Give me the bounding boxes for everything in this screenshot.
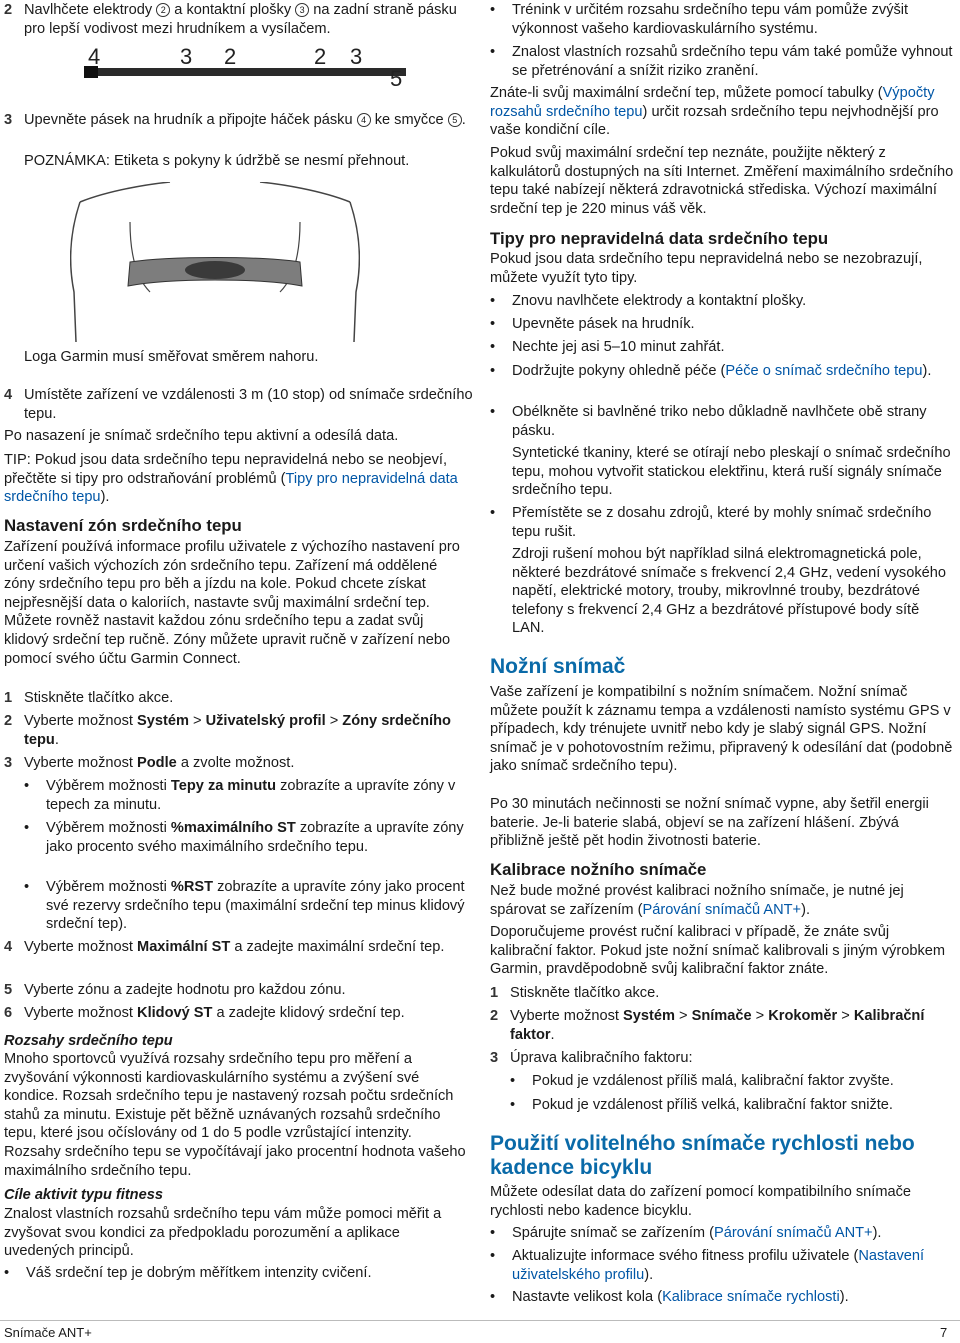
callout-4: 4 bbox=[357, 113, 371, 127]
foot-pod-paragraph-1: Vaše zařízení je kompatibilní s nožním snímačem. Nožní snímač můžete použít k záznamu tempa a vzdálenosti namísto systému GPS v případech, kdy trénujete uvnitř nebo kdy je slabý signál GPS. Nožní snímač je v pohotovostním režimu, připravený k odesílání dat (podobně jako snímač srdečního tepu). bbox=[490, 684, 953, 775]
fitness-heading: Cíle aktivit typu fitness bbox=[4, 1187, 163, 1203]
bike-step-1: • Spárujte snímač se zařízením (Párování snímačů ANT+). bbox=[490, 1225, 882, 1241]
step-text: Stiskněte tlačítko akce. bbox=[24, 690, 174, 706]
fitness-bullet: • Váš srdeční tep je dobrým měřítkem intenzity cvičení. bbox=[4, 1265, 372, 1281]
zones-step-3 bbox=[4, 754, 474, 773]
tip-2: • Upevněte pásek na hrudník. bbox=[490, 316, 695, 332]
strap-label-5: 5 bbox=[390, 66, 403, 91]
bullet: • bbox=[24, 879, 30, 895]
tips-heading: Tipy pro nepravidelná data srdečního tepu bbox=[490, 229, 829, 248]
hr-calc-link[interactable]: Výpočty rozsahů srdečního tepu bbox=[490, 85, 935, 120]
care-note: POZNÁMKA: Etiketa s pokyny k údržbě se nesmí přehnout. bbox=[24, 153, 410, 169]
step-number: 4 bbox=[4, 387, 13, 403]
ranges-bullet-1: • Trénink v určitém rozsahu srdečního tepu vám pomůže zvýšit výkonnost vašeho kardiovaskulárního systému. bbox=[490, 2, 909, 37]
strap-label-2b: 2 bbox=[314, 44, 327, 69]
callout-2: 2 bbox=[156, 3, 170, 17]
tip-3: • Nechte jej asi 5–10 minut zahřát. bbox=[490, 339, 725, 355]
callout-5: 5 bbox=[448, 113, 462, 127]
bike-sensor-paragraph: Můžete odesílat data do zařízení pomocí kompatibilního snímače rychlosti nebo kadence bicyklu. bbox=[490, 1184, 912, 1219]
strap-step-3 bbox=[4, 111, 474, 130]
zones-bullet-bpm: • Výběrem možnosti Tepy za minutu zobrazíte a upravíte zóny v tepech za minutu. bbox=[24, 778, 456, 813]
bullet: • bbox=[4, 1265, 10, 1281]
callout-3: 3 bbox=[295, 3, 309, 17]
footer-section: Snímače ANT+ bbox=[4, 1325, 92, 1340]
calibration-paragraph-1: Než bude možné provést kalibraci nožního snímače, je nutné jej spárovat se zařízením (Párování snímačů ANT+). bbox=[490, 883, 904, 918]
step-number: 2 bbox=[4, 713, 13, 729]
step-text: Vyberte možnost Systém > Uživatelský profil > Zóny srdečního tepu. bbox=[24, 713, 451, 748]
step-text: Umístěte zařízení ve vzdálenosti 3 m (10 stop) od snímače srdečního tepu. bbox=[24, 387, 473, 422]
zones-heading: Nastavení zón srdečního tepu bbox=[4, 516, 242, 535]
step-number: 1 bbox=[4, 690, 13, 706]
fitness-paragraph: Znalost vlastních rozsahů srdečního tepu vám může pomoci měřit a zvyšovat svou kondici za předpokladu porozumění a aplikace uvedených principů. bbox=[4, 1206, 442, 1260]
bike-step-3: • Nastavte velikost kola (Kalibrace snímače rychlosti). bbox=[490, 1289, 849, 1305]
ranges-paragraph: Mnoho sportovců využívá rozsahy srdečního tepu pro měření a zvyšování výkonnosti kardiovaskulárního systému a zvýšení své kondice. Rozsah srdečního tepu je nastavený rozsah počtu srdečních stahů za minutu. Existuje pět běžně uznávaných rozsahů srdečního tepu, které jsou očíslovány od 1 do 5 podle vzrůstající intenzity. Rozsahy srdečního tepu se vypočítávají jako procentní hodnota vašeho maximálního srdečního tepu. bbox=[4, 1051, 466, 1179]
bullet: • bbox=[24, 820, 30, 836]
foot-pod-heading: Nožní snímač bbox=[490, 655, 626, 678]
step-text: Navlhčete elektrody 2 a kontaktní plošky 3 na zadní straně pásku pro lepší vodivost mezi hrudníkem a vysílačem. bbox=[24, 2, 457, 37]
calibration-paragraph-2: Doporučujeme provést ruční kalibraci v případě, že znáte svůj kalibrační faktor. Pokud jste nožní snímač kalibrovali s jiným výrobkem Garmin, pravděpodobně svůj kalibrační faktor znáte. bbox=[490, 924, 946, 978]
step-text: Vyberte možnost Maximální ST a zadejte maximální srdeční tep. bbox=[24, 939, 445, 955]
step-number: 4 bbox=[4, 939, 13, 955]
calibration-heading: Kalibrace nožního snímače bbox=[490, 860, 707, 879]
step-text: Upevněte pásek na hrudník a připojte háček pásku 4 ke smyčce 5 . bbox=[24, 112, 466, 128]
zones-step-5 bbox=[4, 981, 474, 1000]
tips-intro: Pokud jsou data srdečního tepu nepravidelná nebo se nezobrazují, můžete využít tyto tipy. bbox=[490, 251, 923, 286]
strap-step-2 bbox=[4, 1, 474, 38]
active-text: Po nasazení je snímač srdečního tepu aktivní a odesílá data. bbox=[4, 428, 399, 444]
ranges-heading: Rozsahy srdečního tepu bbox=[4, 1033, 173, 1049]
pairing-link-2[interactable]: Párování snímačů ANT+ bbox=[713, 1225, 873, 1241]
bike-sensor-heading: Použití volitelného snímače rychlosti nebo kadence bicyklu bbox=[490, 1132, 915, 1179]
zones-paragraph: Zařízení používá informace profilu uživatele z výchozího nastavení pro určení vašich výchozích zón srdečního tepu. Zařízení má oddělené zóny srdečního tepu pro běh a jízdu na kole. Pokud chcete získat nejpřesnější data o kaloriích, nastavte svůj maximální srdeční tep. Můžete rovněž nastavit každou zónu srdečního tepu a zadat svůj klidový srdeční tep ručně. Zóny můžete upravit ručně v zařízení nebo pomocí svého účtu Garmin Connect. bbox=[4, 539, 460, 667]
bike-step-2: • Aktualizujte informace svého fitness profilu uživatele (Nastavení uživatelského profilu). bbox=[490, 1248, 925, 1283]
max-hr-paragraph: Znáte-li svůj maximální srdeční tep, můžete pomocí tabulky (Výpočty rozsahů srdečního tepu) určit rozsah srdečního tepu nejvhodnější pro vaše kondiční cíle. bbox=[490, 85, 939, 139]
zones-bullet-rst: • Výběrem možnosti %RST zobrazíte a upravíte zóny jako procent své rezervy srdečního tepu (maximální srdeční tep minus klidový srdeční tep). bbox=[24, 879, 465, 933]
bullet: • bbox=[24, 778, 30, 794]
calibration-bullet-1: • Pokud je vzdálenost příliš malá, kalibrační faktor zvyšte. bbox=[510, 1073, 894, 1089]
strap-figure bbox=[78, 44, 418, 100]
strap-band bbox=[84, 68, 406, 76]
step-text: Vyberte zónu a zadejte hodnotu pro každou zónu. bbox=[24, 982, 346, 998]
foot-pod-paragraph-2: Po 30 minutách nečinnosti se nožní snímač vypne, aby šetřil energii baterie. Je-li baterie slabá, objeví se na zařízení hlášení. Zbývá přibližně ještě pět hodin životnosti baterie. bbox=[490, 796, 929, 850]
calibration-step-1: 1 Stiskněte tlačítko akce. bbox=[490, 985, 660, 1001]
tip-paragraph: TIP: Pokud jsou data srdečního tepu nepravidelná nebo se neobjeví, přečtěte si tipy pro odstraňování problémů (Tipy pro nepravidelná data srdečního tepu). bbox=[4, 452, 458, 506]
step-number: 3 bbox=[4, 755, 13, 771]
step-number: 3 bbox=[4, 112, 13, 128]
strap-step-4 bbox=[4, 386, 474, 423]
page-number: 7 bbox=[940, 1325, 948, 1340]
strap-label-4: 4 bbox=[88, 44, 101, 69]
tip-5: • Obélkněte si bavlněné triko nebo důkladně navlhčete obě strany pásku. bbox=[490, 404, 927, 439]
tip-6: • Přemístěte se z dosahu zdrojů, které by mohly snímač srdečního tepu rušit. bbox=[490, 505, 932, 540]
tip-4: • Dodržujte pokyny ohledně péče (Péče o snímač srdečního tepu). bbox=[490, 363, 932, 379]
logo-orientation-text: Loga Garmin musí směřovat směrem nahoru. bbox=[24, 349, 319, 365]
hr-care-link[interactable]: Péče o snímač srdečního tepu bbox=[725, 363, 923, 379]
calibration-step-2: 2 Vyberte možnost Systém > Snímače > Krokoměr > Kalibrační faktor. bbox=[490, 1008, 925, 1043]
speed-calibration-link[interactable]: Kalibrace snímače rychlosti bbox=[662, 1289, 840, 1305]
step-number: 2 bbox=[4, 2, 13, 18]
strap-label-3a: 3 bbox=[180, 44, 193, 69]
unknown-max-hr-paragraph: Pokud svůj maximální srdeční tep neznáte, použijte některý z kalkulátorů dostupných na síti Internet. Změření maximálního srdečního tepu také nabízejí některá zdravotnická střediska. Výchozí maximální srdeční tep je 220 minus váš věk. bbox=[490, 145, 954, 217]
step-text: Vyberte možnost Klidový ST a zadejte klidový srdeční tep. bbox=[24, 1005, 405, 1021]
tip-6-detail: Zdroji rušení mohou být například silná elektromagnetická pole, některé bezdrátové snímače s frekvencí 2,4 GHz, vedení vysokého napětí, elektrické motory, trouby, mikrovlnné trouby, bezdrátové telefony s frekvencí 2,4 GHz a bezdrátové přístupové body sítě LAN. bbox=[512, 546, 946, 637]
tip-5-detail: Syntetické tkaniny, které se otírají nebo pleskají o snímač srdečního tepu, mohou vytvořit statickou elektřinu, která ruší signály snímače srdečního tepu. bbox=[512, 445, 951, 499]
step-number: 5 bbox=[4, 982, 13, 998]
step-number: 6 bbox=[4, 1005, 13, 1021]
user-profile-link[interactable]: Nastavení uživatelského profilu bbox=[512, 1248, 925, 1283]
footer-divider bbox=[0, 1320, 960, 1321]
tip-link[interactable]: Tipy pro nepravidelná data srdečního tepu bbox=[4, 470, 458, 506]
zones-step-6 bbox=[4, 1004, 474, 1023]
zones-step-4 bbox=[4, 938, 474, 957]
step-text: Vyberte možnost Podle a zvolte možnost. bbox=[24, 755, 295, 771]
pairing-link[interactable]: Párování snímačů ANT+ bbox=[642, 901, 802, 918]
calibration-step-3: 3 Úprava kalibračního faktoru: bbox=[490, 1050, 693, 1066]
torso-figure bbox=[70, 182, 360, 342]
zones-step-2 bbox=[4, 712, 474, 749]
tip-1: • Znovu navlhčete elektrody a kontaktní plošky. bbox=[490, 293, 807, 309]
strap-label-2a: 2 bbox=[224, 44, 237, 69]
zones-bullet-max: • Výběrem možnosti %maximálního ST zobrazíte a upravíte zóny jako procento svého maximálního srdečního tepu. bbox=[24, 820, 464, 855]
transmitter bbox=[185, 261, 245, 279]
strap-label-3b: 3 bbox=[350, 44, 363, 69]
calibration-bullet-2: • Pokud je vzdálenost příliš velká, kalibrační faktor snižte. bbox=[510, 1097, 893, 1113]
ranges-bullet-2: • Znalost vlastních rozsahů srdečního tepu vám také pomůže vyhnout se přetrénování a snížit riziko zranění. bbox=[490, 44, 953, 79]
zones-step-1 bbox=[4, 689, 474, 708]
